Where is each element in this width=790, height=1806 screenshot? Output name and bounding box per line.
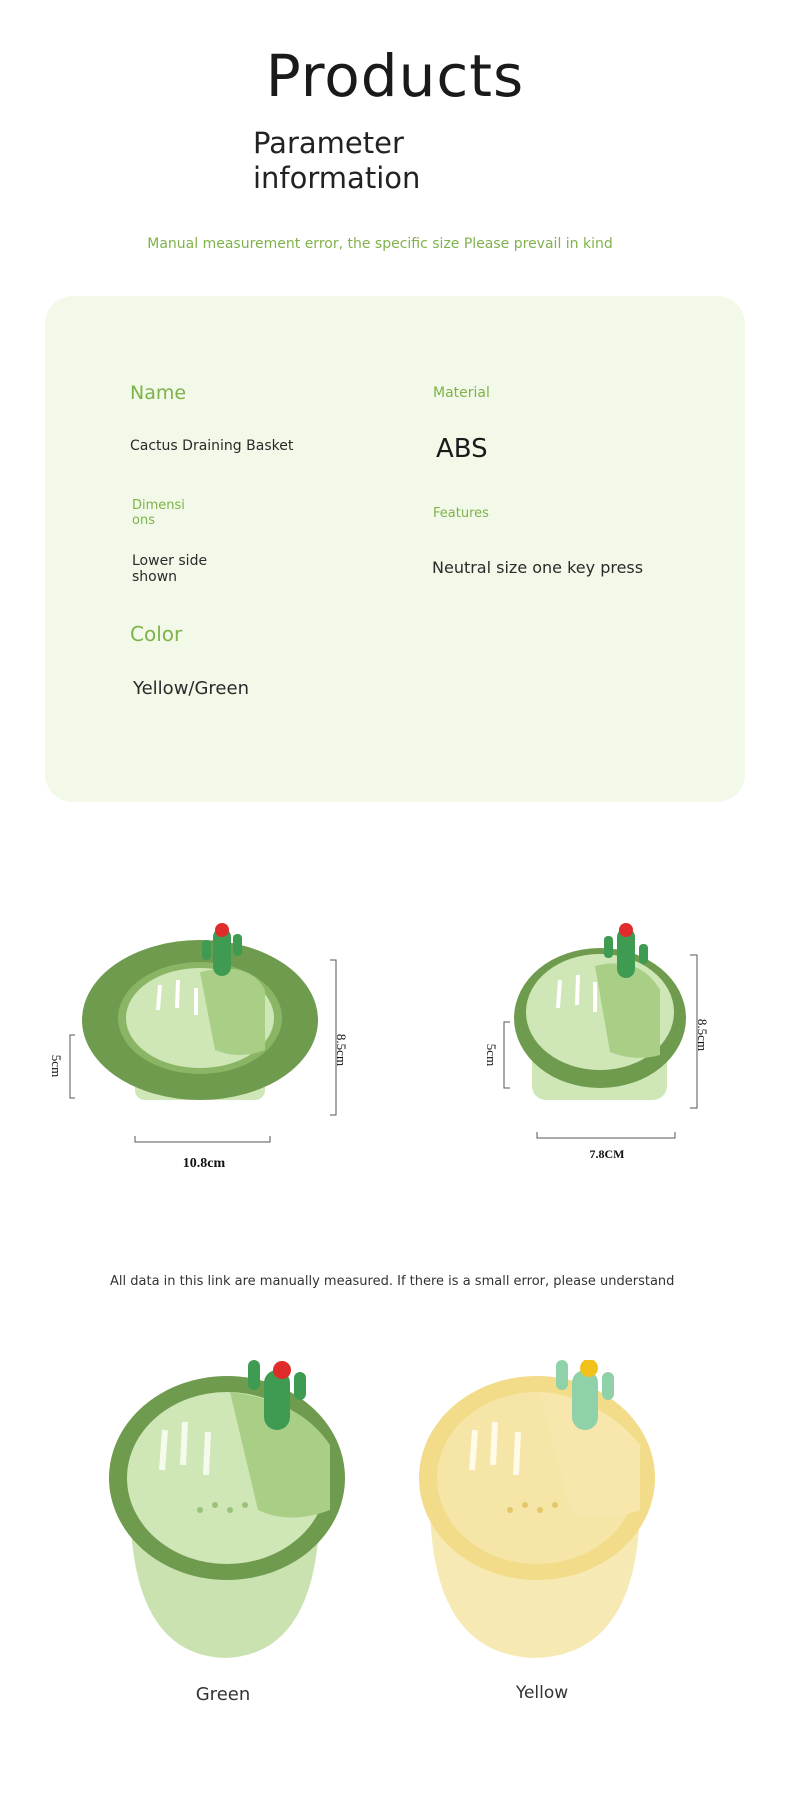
name-value: Cactus Draining Basket xyxy=(130,438,294,454)
yellow-caption: Yellow xyxy=(515,1683,569,1703)
color-variants xyxy=(0,1360,790,1670)
yellow-basket-image xyxy=(419,1360,655,1658)
footnote: All data in this link are manually measured. If there is a small error, please understand xyxy=(110,1274,675,1289)
green-caption: Green xyxy=(195,1684,251,1705)
features-label: Features xyxy=(433,506,489,521)
large-rim-height-label: 5cm xyxy=(49,1054,64,1078)
page-title: Products xyxy=(265,42,525,110)
measurement-note: Manual measurement error, the specific size Please prevail in kind xyxy=(147,236,613,252)
material-value: ABS xyxy=(436,434,488,464)
small-width-label: 7.8CM xyxy=(589,1147,625,1161)
name-label: Name xyxy=(130,382,187,404)
color-value: Yellow/Green xyxy=(133,678,249,699)
large-width-label: 10.8cm xyxy=(182,1156,226,1171)
features-value: Neutral size one key press xyxy=(432,558,644,577)
small-rim-height-label: 5cm xyxy=(484,1043,499,1067)
small-basket-illustration xyxy=(514,923,686,1100)
material-label: Material xyxy=(433,385,490,401)
page-subtitle: Parameter information xyxy=(253,126,421,195)
green-basket-image xyxy=(109,1360,345,1658)
color-label: Color xyxy=(130,622,183,646)
parameter-panel xyxy=(45,296,745,802)
dimensions-value: Lower side shown xyxy=(132,553,208,585)
large-basket-illustration xyxy=(82,923,318,1100)
dimensions-label: Dimensi ons xyxy=(132,498,185,528)
small-total-height-label: 8.5cm xyxy=(695,1018,710,1052)
dimension-illustrations xyxy=(0,900,790,1200)
large-total-height-label: 8.5cm xyxy=(334,1033,349,1067)
